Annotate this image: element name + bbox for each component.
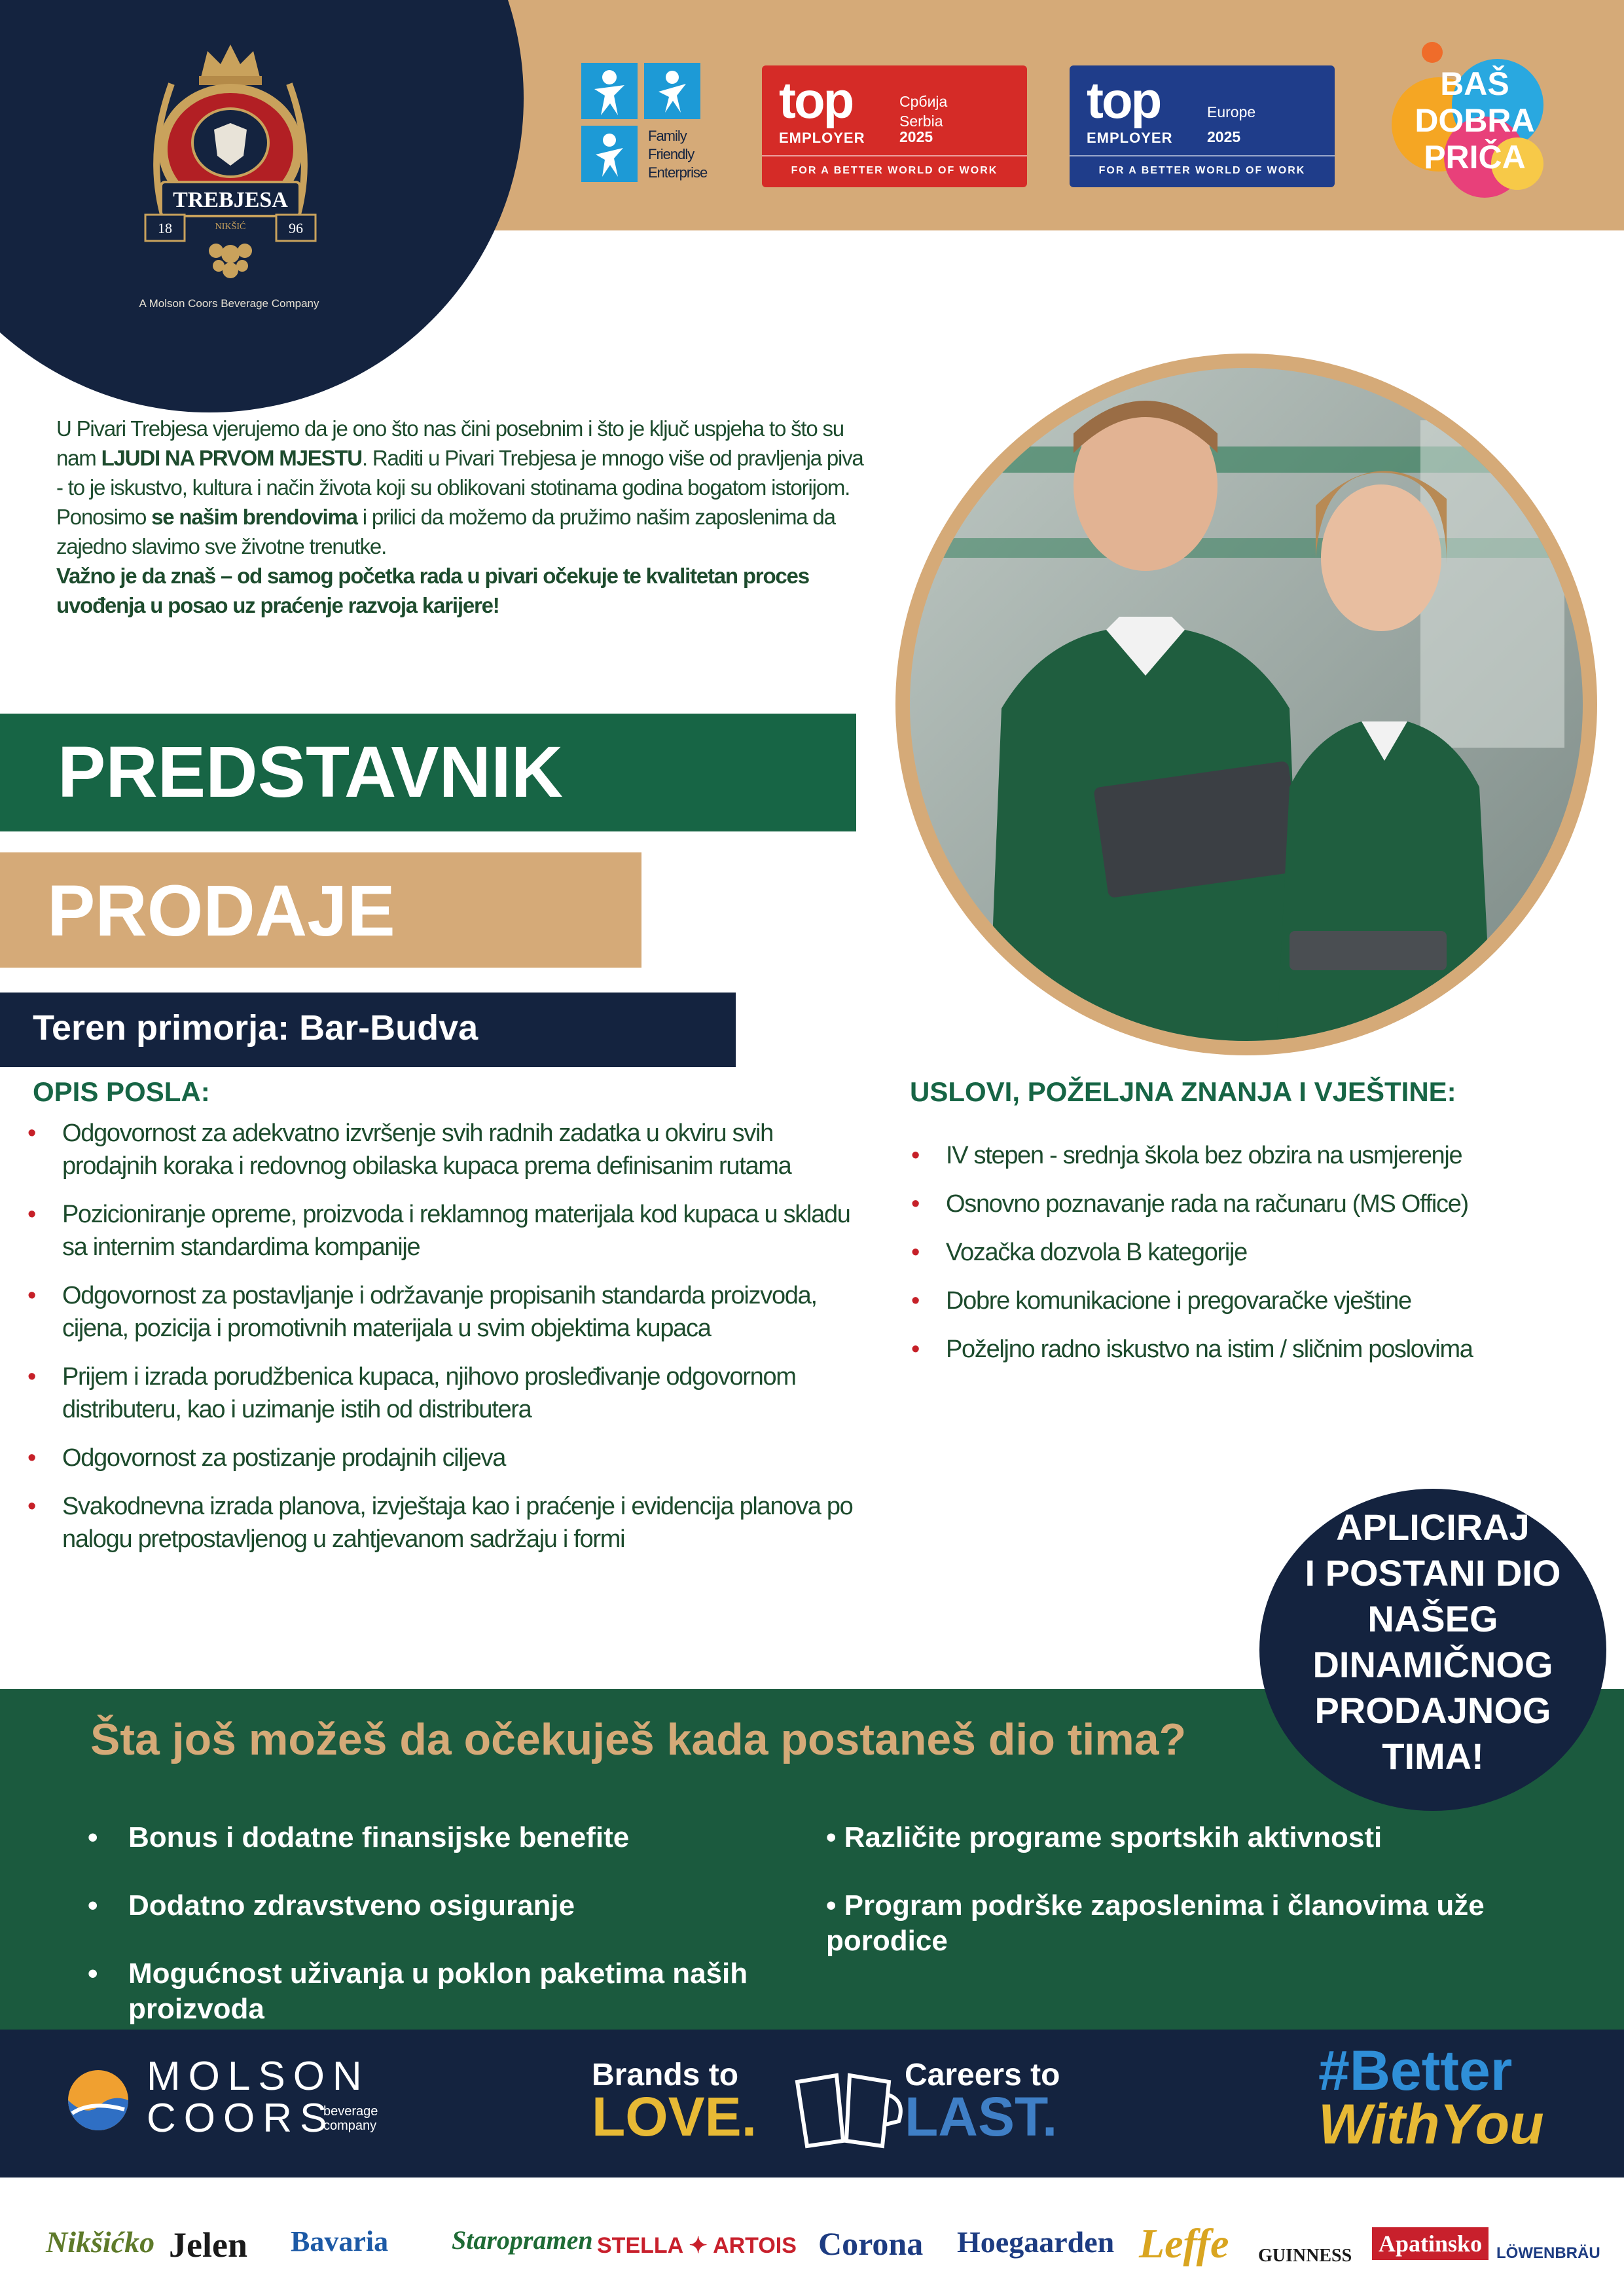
intro-text [56, 414, 875, 620]
ffe-line-3: Enterprise [648, 164, 708, 181]
top-logo: top [1087, 71, 1161, 129]
intro-part: U Pivari Trebjesa vjerujemo da je ono što nas čini posebnim i što je ključ uspjeha to što su nam [56, 416, 844, 470]
benefits-right-list [826, 1820, 1553, 1992]
list-item: • Bonus i dodatne finansijske benefite [88, 1820, 795, 1855]
hashtag-better: #Better [1318, 2039, 1513, 2102]
te-divider [1070, 155, 1335, 156]
list-item: • Odgovornost za adekvatno izvršenje svih radnih zadatka u okviru svih prodajnih koraka i redovnog obilaska kupaca prema definisanim rutama [26, 1117, 864, 1182]
cta-line: NAŠEG [1367, 1598, 1498, 1639]
list-item: • IV stepen - srednja škola bez obzira na usmjerenje [910, 1139, 1604, 1172]
team-photo [910, 368, 1583, 1041]
intro-part: i prilici da možemo da pružimo našim zaposlenima da zajedno slavimo sve životne trenutke. [56, 505, 835, 558]
tagline: A Molson Coors Beverage Company [139, 297, 319, 310]
benefits-left-list [88, 1820, 795, 2060]
job-title-line-1: PREDSTAVNIK [58, 732, 564, 812]
brand-logo: STELLA ✦ ARTOIS [597, 2233, 797, 2258]
list-item: • Dobre komunikacione i pregovaračke vještine [910, 1285, 1604, 1317]
slogan-careers: Careers to [905, 2058, 1060, 2092]
te-divider [762, 155, 1027, 156]
te-label: EMPLOYER [779, 130, 865, 146]
brand-logo: LÖWENBRÄU [1496, 2244, 1600, 2262]
list-item: • Odgovornost za postavljanje i održavanje propisanih standarda proizvoda, cijena, pozicija i promotivnih materijala u svim objektima kupaca [26, 1279, 864, 1345]
opis-heading: OPIS POSLA: [33, 1076, 210, 1107]
list-item: • Poželjno radno iskustvo na istim / sličnim poslovima [910, 1333, 1604, 1366]
te-region [899, 92, 947, 131]
top-employer-serbia-badge [762, 65, 1027, 187]
top-logo: top [779, 71, 853, 129]
te-region-1: Србија [899, 93, 948, 110]
benefits-heading: Šta još možeš da očekuješ kada postaneš dio tima? [90, 1715, 1187, 1764]
brand-logo: Apatinsko [1372, 2227, 1489, 2260]
list-item: • Dodatno zdravstveno osiguranje [88, 1888, 795, 1923]
mc-line-2: COORS [147, 2096, 335, 2141]
cta-line: PRODAJNOG [1314, 1690, 1551, 1731]
bdp-line-3: PRIČA [1424, 139, 1526, 175]
te-slogan: FOR A BETTER WORLD OF WORK [791, 165, 998, 176]
crown-icon [199, 45, 262, 85]
uslovi-heading: USLOVI, POŽELJNA ZNANJA I VJEŠTINE: [910, 1076, 1456, 1107]
intro-part: . Raditi u Pivari Trebjesa je mnogo više od pravljenja piva - to je iskustvo, kultura i način života koji su oblikovani stotinama godina bogatom istorijom. Ponosimo [56, 446, 863, 529]
brand-logo: Staropramen [452, 2225, 593, 2255]
list-item: • Mogućnost uživanja u poklon paketima naših proizvoda [88, 1956, 795, 2027]
job-location: Teren primorja: Bar-Budva [33, 1008, 478, 1048]
cta-line: TIMA! [1382, 1736, 1484, 1777]
list-item: • Osnovno poznavanje rada na računaru (MS Office) [910, 1188, 1604, 1220]
slogan-love: LOVE. [592, 2086, 757, 2147]
te-slogan: FOR A BETTER WORLD OF WORK [1098, 165, 1306, 176]
te-year: 2025 [899, 128, 933, 145]
brand-logo: Jelen [169, 2225, 247, 2265]
beer-mugs-icon [784, 2056, 909, 2154]
cta-text [1259, 1504, 1606, 1779]
brand-logo: Leffe [1139, 2220, 1229, 2267]
list-item: • Vozačka dozvola B kategorije [910, 1236, 1604, 1269]
mc-sub-1: beverage [323, 2104, 378, 2119]
svg-text:TREBJESA: TREBJESA [173, 188, 288, 212]
bas-dobra-prica-badge [1386, 33, 1563, 203]
brand-logo: GUINNESS [1258, 2246, 1352, 2266]
intro-emphasis: LJUDI NA PRVOM MJESTU [101, 446, 362, 470]
ffe-line-2: Friendly [648, 146, 695, 162]
mc-subtitle [323, 2104, 378, 2133]
te-label: EMPLOYER [1087, 130, 1173, 146]
list-item: • Odgovornost za postizanje prodajnih ciljeva [26, 1442, 864, 1474]
list-item: • Prijem i izrada porudžbenica kupaca, njihovo prosleđivanje odgovornom distributeru, kao i uzimanje istih od distributera [26, 1360, 864, 1426]
top-employer-europe-badge [1070, 65, 1335, 187]
intro-emphasis: se našim brendovima [151, 505, 357, 529]
list-item: • Program podrške zaposlenima i članovima uže porodice [826, 1889, 1485, 1957]
sales-reps-illustration [910, 368, 1583, 1041]
svg-text:96: 96 [289, 220, 303, 236]
bdp-line-2: DOBRA [1415, 102, 1535, 139]
list-item: • Različite programe sportskih aktivnosti [826, 1821, 1382, 1853]
svg-text:NIKŠIĆ: NIKŠIĆ [215, 222, 246, 232]
list-item: • Svakodnevna izrada planova, izvještaja kao i praćenje i evidencija planova po nalogu pretpostavljenog u zahtjevanom sadržaju i formi [26, 1490, 864, 1556]
brand-logo: Hoegaarden [957, 2225, 1115, 2259]
uslovi-list [910, 1139, 1604, 1381]
opis-list [26, 1117, 864, 1571]
te-region-2: Serbia [899, 113, 943, 130]
ffe-line-1: Family [648, 128, 687, 144]
te-year: 2025 [1207, 128, 1241, 145]
family-friendly-badge [581, 63, 712, 187]
mc-line-1: MOLSON [147, 2054, 370, 2099]
brand-logo: Bavaria [291, 2225, 389, 2257]
hops-icon [209, 244, 252, 278]
slogan-brands: Brands to [592, 2058, 739, 2092]
mc-sub-2: company [323, 2119, 377, 2133]
slogan-last: LAST. [905, 2086, 1058, 2147]
job-title-line-2: PRODAJE [47, 871, 395, 951]
brand-logo: Nikšićko [46, 2225, 155, 2259]
trebjesa-crest-logo [139, 25, 322, 293]
bdp-line-1: BAŠ [1440, 65, 1509, 102]
cta-line: DINAMIČNOG [1312, 1644, 1553, 1685]
svg-text:18: 18 [158, 220, 172, 236]
brand-logo: Corona [818, 2225, 924, 2262]
te-region: Europe [1207, 103, 1256, 120]
cta-line: APLICIRAJ [1336, 1506, 1530, 1548]
hashtag-withyou: WithYou [1318, 2093, 1544, 2156]
list-item: • Pozicioniranje opreme, proizvoda i reklamnog materijala kod kupaca u skladu sa internim standardima kompanije [26, 1198, 864, 1264]
intro-highlight: Važno je da znaš – od samog početka rada u pivari očekuje te kvalitetan proces uvođenja u posao uz praćenje razvoja karijere! [56, 564, 809, 617]
cta-line: I POSTANI DIO [1305, 1552, 1561, 1594]
molson-coors-icon [65, 2068, 131, 2133]
